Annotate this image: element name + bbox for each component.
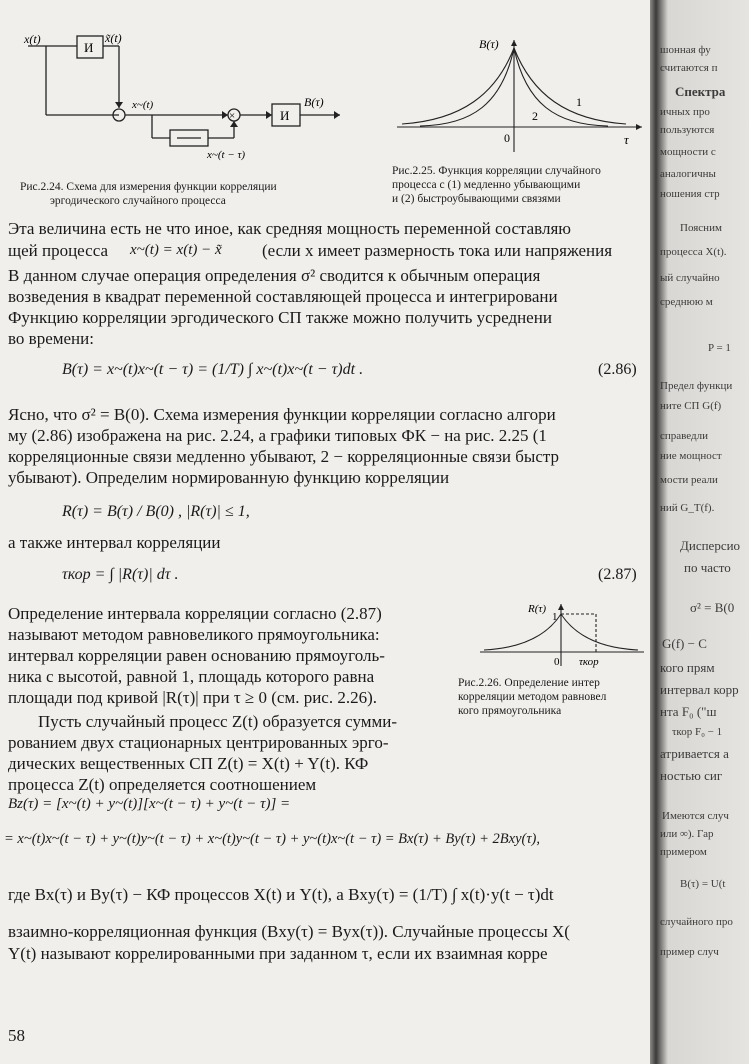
multiplier-symbol: × [229, 110, 236, 122]
figure-2-25-caption-line3: и (2) быстроубывающими связями [392, 193, 561, 205]
fig226-taukor-label: τкор [579, 656, 599, 668]
paragraph-5-line1: Определение интервала корреляции согласно (2.87) [8, 604, 382, 623]
fig226-origin-label: 0 [554, 656, 560, 668]
label-output: B(τ) [304, 95, 324, 109]
right-page-line18: мости реали [660, 474, 718, 486]
right-page-line28: атривается а [660, 746, 729, 761]
right-page-line14: Предел функци [660, 380, 733, 392]
right-page-line1: шонная фу [660, 44, 711, 56]
right-page-line19: ний G_T(f). [660, 502, 715, 514]
page-gutter-shadow [650, 0, 749, 1064]
figure-2-24-caption-line1: Рис.2.24. Схема для измерения функции корреляции [20, 181, 277, 193]
fig225-xaxis-label: τ [624, 132, 629, 147]
paragraph-3-line4: убывают). Определим нормированную функцию корреляции [8, 468, 450, 487]
figure-2-25-caption-line2: процесса с (1) медленно убывающими [392, 179, 581, 191]
right-page-line33: B(τ) = U(t [680, 878, 726, 890]
fig226-one-label: 1 [552, 611, 558, 623]
right-page-line22: σ² = B(0 [690, 600, 735, 615]
right-page-line20: Дисперсио [680, 538, 741, 553]
paragraph-6-line4: процесса Z(t) определяется соотношением [8, 775, 317, 794]
figure-2-25-caption-line1: Рис.2.25. Функция корреляции случайного [392, 165, 601, 177]
paragraph-3-line2: му (2.86) изображена на рис. 2.24, а графики типовых ФК − на рис. 2.25 (1 [8, 426, 547, 445]
right-page-line25: интервал корр [660, 682, 739, 697]
paragraph-2-line3: Функцию корреляции эргодического СП также можно получить усреднени [8, 308, 552, 327]
right-page-line2: считаются п [660, 62, 718, 74]
label-delayed: x~(t − τ) [207, 149, 246, 161]
paragraph-5-line4: ника с высотой, равной 1, площадь которого равна [8, 667, 375, 686]
right-page-line13: P = 1 [708, 342, 731, 354]
paragraph-7: где Bx(τ) и By(τ) − КФ процессов X(t) и Y(t), а Bxy(τ) = (1/T) ∫ x(t)·y(t − τ)dt [8, 885, 554, 904]
equation-bz-line1: Bz(τ) = [x~(t) + y~(t)][x~(t − τ) + y~(t − τ)] = [8, 796, 291, 812]
right-page-line4: ичных про [660, 106, 710, 118]
right-page-line35: пример случ [660, 946, 719, 958]
equation-bz-line2: = x~(t)x~(t − τ) + y~(t)y~(t − τ) + x~(t)y~(t − τ) + y~(t)x~(t − τ) = Bx(τ) + By(τ) + 2Bxy(τ), [4, 831, 540, 847]
right-page-line6: мощности с [660, 146, 716, 158]
right-page-line11: ый случайно [660, 272, 720, 284]
equation-2-86: B(τ) = x~(t)x~(t − τ) = (1/T) ∫ x~(t)x~(t − τ)dt . [62, 361, 364, 378]
paragraph-4: а также интервал корреляции [8, 533, 221, 552]
right-page-line32: примером [660, 846, 707, 858]
right-page-line31: или ∞). Гар [660, 828, 714, 840]
paragraph-6-line3: дических вещественных СП Z(t) = X(t) + Y(t). КФ [8, 754, 369, 773]
right-page-line23: G(f) − C [662, 636, 707, 651]
figure-2-26-caption-line2: корреляции методом равновел [458, 691, 607, 703]
block-integrator-1: И [84, 40, 94, 55]
right-page-line29: ностью сиг [660, 768, 723, 783]
paragraph-5-line2: называют методом равновеликого прямоугольника: [8, 625, 380, 644]
right-page-line24: кого прям [660, 660, 715, 675]
paragraph-2-line1: В данном случае операция определения σ² сводится к обычным операция [8, 266, 541, 285]
paragraph-2-line2: возведения в квадрат переменной составляющей процесса и интегрировани [8, 287, 558, 306]
paragraph-1-line2b: (если x имеет размерность тока или напряжения [262, 241, 613, 260]
paragraph-1-line1: Эта величина есть не что иное, как средняя мощность переменной составляю [8, 219, 571, 238]
fig225-curve2-label: 2 [532, 109, 538, 123]
equation-deviation: x~(t) = x(t) − x̃ [130, 242, 222, 258]
right-page-line34: случайного про [660, 916, 733, 928]
fig225-yaxis-label: B(τ) [479, 37, 499, 51]
figure-2-25-plot [392, 32, 647, 157]
paragraph-6-line2: рованием двух стационарных центрированных эрго- [8, 733, 389, 752]
equation-2-87-number: (2.87) [598, 566, 637, 583]
equation-normalized-correlation: R(τ) = B(τ) / B(0) , |R(τ)| ≤ 1, [62, 503, 250, 520]
figure-2-26-caption-line1: Рис.2.26. Определение интер [458, 677, 600, 689]
paragraph-5-line3: интервал корреляции равен основанию прямоуголь- [8, 646, 385, 665]
paragraph-8-line2: Y(t) называют коррелированными при заданном τ, если их взаимная корре [8, 944, 548, 963]
right-page-line27: τкор F₀ − 1 [672, 726, 723, 738]
paragraph-6-line1: Пусть случайный процесс Z(t) образуется сумми- [38, 712, 398, 731]
right-page-line12: среднюю м [660, 296, 713, 308]
fig226-yaxis-label: R(τ) [528, 603, 546, 615]
page-number: 58 [8, 1026, 25, 1045]
figure-2-24-diagram [22, 32, 352, 162]
right-page-heading: Спектра [675, 84, 726, 99]
right-page-line7: аналогичны [660, 168, 716, 180]
right-page-line30: Имеются случ [662, 810, 729, 822]
block-integrator-2: И [280, 108, 290, 123]
label-deviation: x~(t) [132, 99, 154, 111]
paragraph-1-line2a: щей процесса [8, 241, 108, 260]
right-page-line15: ните СП G(f) [660, 400, 722, 412]
right-page-line16: справедли [660, 430, 708, 442]
paragraph-2-line4: во времени: [8, 329, 94, 348]
paragraph-3-line3: корреляционные связи медленно убывают, 2 − корреляционные связи быстр [8, 447, 560, 466]
right-page-line8: ношения стр [660, 188, 720, 200]
right-page-line5: пользуются [660, 124, 715, 136]
label-average: x̃(t) [105, 32, 122, 45]
fig225-origin-label: 0 [504, 131, 510, 145]
paragraph-8-line1: взаимно-корреляционная функция (Bxy(τ) = Byx(τ)). Случайные процессы X( [8, 922, 570, 941]
right-page-line26: нта F₀ ("ш [660, 704, 717, 719]
label-input: x(t) [24, 32, 41, 46]
figure-2-26-plot [476, 600, 648, 670]
right-page-line17: ние мощност [660, 450, 722, 462]
right-page-line9: Поясним [680, 222, 722, 234]
right-page-line10: процесса X(t). [660, 246, 727, 258]
paragraph-3-line1: Ясно, что σ² = B(0). Схема измерения функции корреляции согласно алгори [8, 405, 556, 424]
figure-2-24-caption-line2: эргодического случайного процесса [50, 195, 226, 207]
figure-2-26-caption-line3: кого прямоугольника [458, 705, 562, 717]
fig225-curve1-label: 1 [576, 95, 582, 109]
equation-2-87: τкор = ∫ |R(τ)| dτ . [62, 566, 179, 583]
equation-2-86-number: (2.86) [598, 361, 637, 378]
right-page-line21: по часто [684, 560, 731, 575]
paragraph-5-line5: площади под кривой |R(τ)| при τ ≥ 0 (см. рис. 2.26). [8, 688, 378, 707]
